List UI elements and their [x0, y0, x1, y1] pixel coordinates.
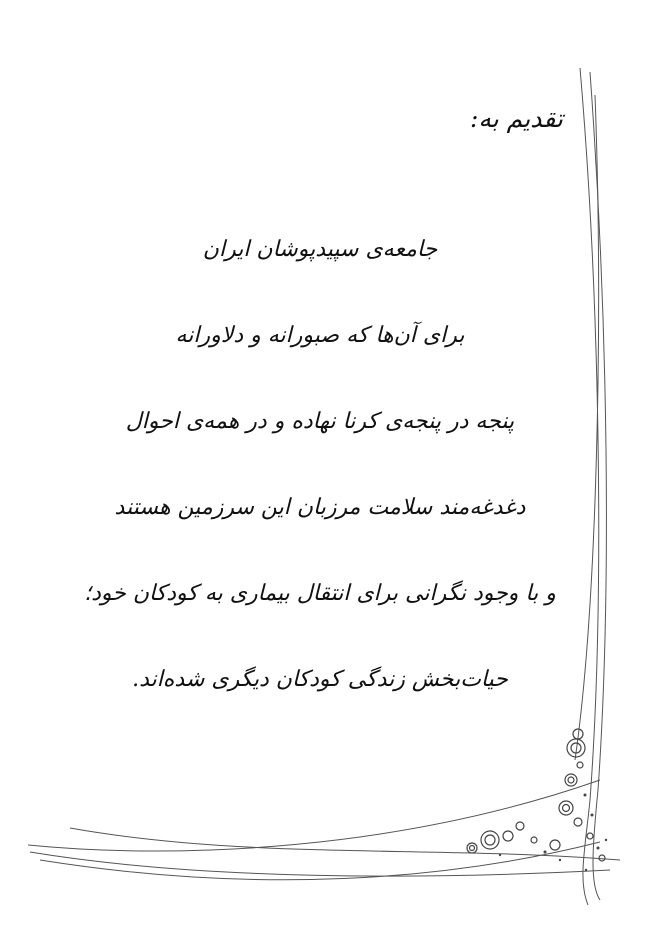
- dedication-text: [70, 220, 570, 736]
- dedication-line: برای آن‌ها که صبورانه و دلاورانه: [175, 323, 465, 348]
- dedication-heading: تقدیم به:: [469, 104, 563, 133]
- dedication-line: دغدغه‌مند سلامت مرزبان این سرزمین هستند: [114, 495, 526, 520]
- dedication-line: حیات‌بخش زندگی کودکان دیگری شده‌اند.: [132, 667, 508, 692]
- dedication-line: پنجه در پنجه‌ی کرنا نهاده و در همه‌ی احوال: [125, 409, 515, 434]
- dedication-line: و با وجود نگرانی برای انتقال بیماری به کودکان خود؛: [84, 581, 556, 606]
- dedication-line: جامعه‌ی سپیدپوشان ایران: [202, 237, 438, 262]
